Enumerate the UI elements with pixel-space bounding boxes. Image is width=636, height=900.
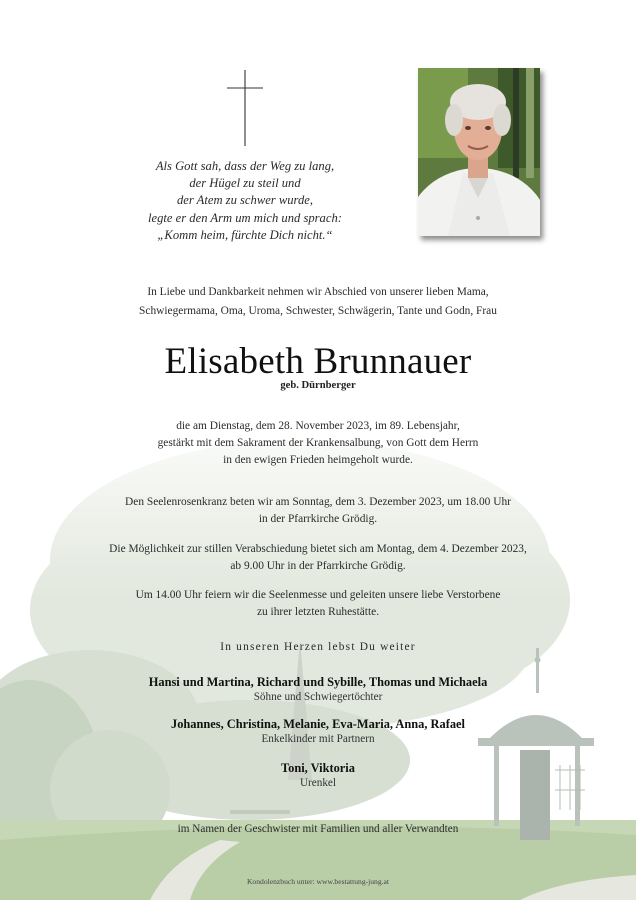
cross-icon [226,70,264,146]
farewell-line: ab 9.00 Uhr in der Pfarrkirche Grödig. [230,560,406,573]
family-relation: Enkelkinder mit Partnern [261,733,375,745]
death-notice-line: in den ewigen Frieden heimgeholt wurde. [223,454,413,467]
rosary-notice [0,494,636,528]
memorial-verse [120,158,370,244]
verse-line: „Komm heim, fürchte Dich nicht.“ [157,227,333,242]
intro-line: Schwiegermama, Oma, Uroma, Schwester, Schwägerin, Tante und Godn, Frau [139,305,497,317]
family-group-grandchildren [0,716,636,747]
family-group-great-grandchildren [0,760,636,791]
verse-line: Als Gott sah, dass der Weg zu lang, [155,159,335,173]
family-names: Hansi und Martina, Richard und Sybille, Thomas und Michaela [148,675,488,689]
family-names: Johannes, Christina, Melanie, Eva-Maria, Anna, Rafael [171,717,465,731]
farewell-notice [0,541,636,575]
family-names: Toni, Viktoria [281,761,355,775]
birth-name: geb. Dürnberger [280,380,356,391]
family-relation: Urenkel [299,777,337,789]
farewell-line: Die Möglichkeit zur stillen Verabschiedung bietet sich am Montag, dem 4. Dezember 2023, [109,543,527,555]
death-notice-line: die am Dienstag, dem 28. November 2023, im 89. Lebensjahr, [176,420,460,432]
relatives-note: im Namen der Geschwister mit Familien und aller Verwandten [177,823,459,835]
family-group-sons [0,674,636,705]
portrait-photo [418,68,540,236]
rosary-line: Den Seelenrosenkranz beten wir am Sonntag, dem 3. Dezember 2023, um 18.00 Uhr [125,496,511,508]
death-notice [0,418,636,470]
rosary-line: in der Pfarrkirche Grödig. [258,513,378,526]
memorial-motto: In unseren Herzen lebst Du weiter [220,641,416,653]
mass-line: Um 14.00 Uhr feiern wir die Seelenmesse und geleiten unsere liebe Verstorbene [135,589,501,601]
portrait-image [418,68,540,236]
mass-notice [0,587,636,621]
mass-line: zu ihrer letzten Ruhestätte. [256,606,380,619]
deceased-name: Elisabeth Brunnauer [164,341,472,382]
intro-line: In Liebe und Dankbarkeit nehmen wir Abschied von unserer lieben Mama, [147,286,489,298]
family-relation: Söhne und Schwiegertöchter [253,691,383,703]
verse-line: der Hügel zu steil und [189,176,301,191]
intro-text [0,283,636,321]
verse-line: der Atem zu schwer wurde, [176,193,314,208]
verse-line: legte er den Arm um mich und sprach: [148,210,342,225]
death-notice-line: gestärkt mit dem Sakrament der Krankensalbung, von Gott dem Herrn [157,437,479,450]
condolence-book-link[interactable]: Kondolenzbuch unter: www.bestattung-jung.at [246,877,390,886]
